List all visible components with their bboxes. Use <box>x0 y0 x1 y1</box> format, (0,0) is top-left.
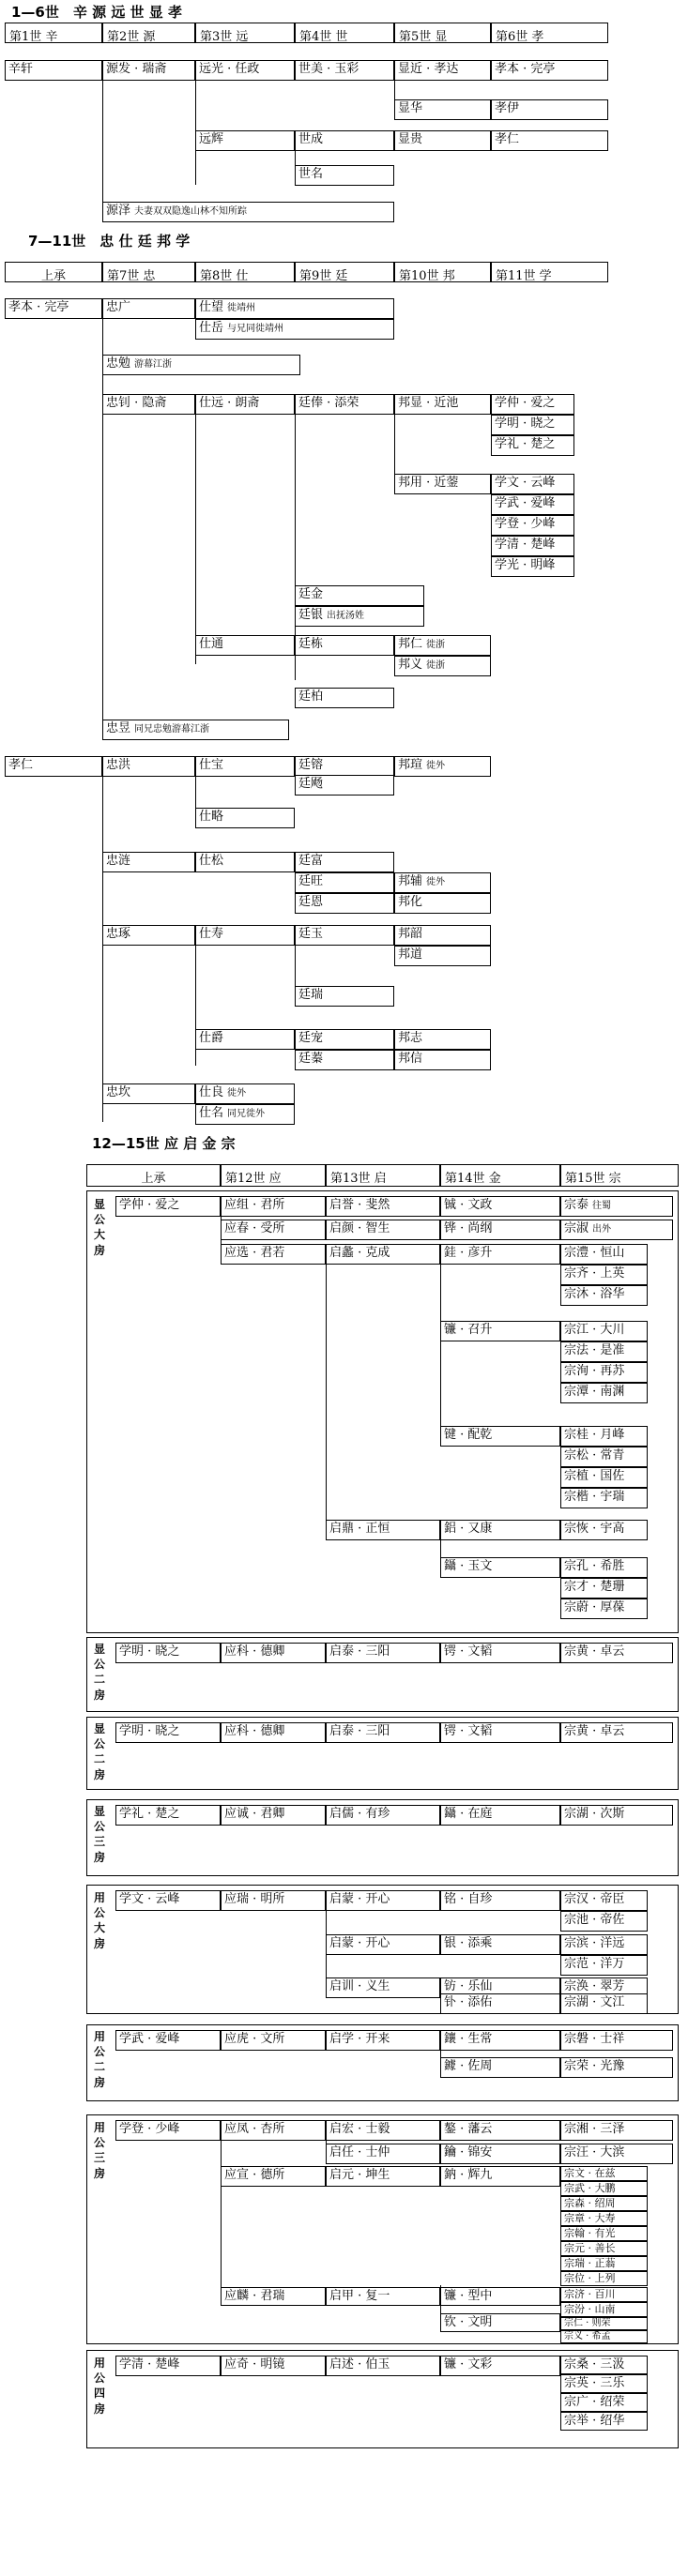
gen-node: 学礼 · 楚之 <box>491 435 574 456</box>
gen-node: 应组 · 君所 <box>221 1196 326 1217</box>
gen-node: 宗汪 · 大滨 <box>560 2144 673 2164</box>
gen-node: 宗黄 · 卓云 <box>560 1722 673 1743</box>
gen-node: 学礼 · 楚之 <box>115 1805 221 1826</box>
gen-node: 宗植 · 国佐 <box>560 1467 648 1488</box>
gen-node: 钦 · 文明 <box>440 2313 560 2332</box>
gen-node: 宗济 · 百川 <box>560 2287 648 2302</box>
gen-node: 邦义 徙浙 <box>394 656 491 676</box>
gen-node: 铖 · 文政 <box>440 1196 560 1217</box>
gen-node: 邦显 · 近池 <box>394 394 491 415</box>
gen-node: 铭 · 自珍 <box>440 1890 560 1911</box>
gen-node: 宗森 · 绍周 <box>560 2196 648 2211</box>
gen-node: 鑷 · 在庭 <box>440 1805 560 1826</box>
gen-node: 忠涟 <box>102 852 195 872</box>
section-3-title: 12—15世 应 启 金 宗 <box>92 1135 236 1152</box>
gen-node: 启任 · 士仲 <box>326 2144 440 2164</box>
gen-node: 忠琢 <box>102 925 195 946</box>
gen-node: 忠勉 游幕江浙 <box>102 355 300 375</box>
gen-node: 廷栋 <box>295 635 394 656</box>
s2-header-2: 第7世 忠 <box>102 262 195 282</box>
gen-node: 启颜 · 智生 <box>326 1220 440 1240</box>
gen-node: 应选 · 君若 <box>221 1244 326 1265</box>
gen-node: 宗英 · 三乐 <box>560 2374 648 2393</box>
gen-node: 学明 · 晓之 <box>115 1643 221 1663</box>
s2-header-5: 第10世 邦 <box>394 262 491 282</box>
gen-node: 仕宝 <box>195 756 295 777</box>
gen-node: 学武 · 爱峰 <box>491 494 574 515</box>
gen-node: 学仲 · 爱之 <box>491 394 574 415</box>
gen-node: 仕远 · 朗斋 <box>195 394 295 415</box>
gen-node: 宗翰 · 有光 <box>560 2226 648 2241</box>
gen-node: 忠坎 <box>102 1083 195 1104</box>
gen-node: 源泽 夫妻双双隐逸山林不知所踪 <box>102 202 394 222</box>
section-1-title: 1—6世 辛 源 远 世 显 孝 <box>11 4 182 21</box>
gen-node: 宗涣 · 翠芳 <box>560 1977 648 1998</box>
gen-node: 孝本 · 完亭 <box>491 60 608 81</box>
gen-node: 学武 · 爱峰 <box>115 2030 221 2051</box>
gen-node: 宗潭 · 南渊 <box>560 1383 648 1403</box>
fang-label: 显公二房 <box>93 1643 105 1702</box>
gen-node: 应虎 · 文所 <box>221 2030 326 2051</box>
gen-node: 远光 · 任政 <box>195 60 295 81</box>
s1-header-1: 第1世 辛 <box>5 23 102 43</box>
gen-node: 宗瑞 · 正蓊 <box>560 2256 648 2271</box>
gen-node: 宗孔 · 希胜 <box>560 1557 648 1578</box>
gen-node: 宗位 · 上列 <box>560 2271 648 2286</box>
gen-node: 宗磐 · 士祥 <box>560 2030 673 2051</box>
gen-node: 仕松 <box>195 852 295 872</box>
gen-node: 学文 · 云峰 <box>491 474 574 494</box>
gen-node: 廷恩 <box>295 893 394 914</box>
gen-node: 锷 · 文韬 <box>440 1643 560 1663</box>
gen-node: 应诚 · 君卿 <box>221 1805 326 1826</box>
gen-node: 钫 · 乐仙 <box>440 1977 560 1998</box>
gen-node: 启鼎 · 正恒 <box>326 1520 440 1540</box>
gen-node: 显近 · 孝达 <box>394 60 491 81</box>
gen-node: 启泰 · 三阳 <box>326 1643 440 1663</box>
gen-node: 宗洵 · 再苏 <box>560 1362 648 1383</box>
gen-node: 显贵 <box>394 130 491 151</box>
gen-node: 宗齐 · 上英 <box>560 1265 648 1285</box>
gen-node: 启元 · 坤生 <box>326 2166 440 2187</box>
gen-node: 源发 · 瑞斋 <box>102 60 195 81</box>
gen-node: 廷银 出抚汤姓 <box>295 606 424 627</box>
gen-node: 鑲 · 生常 <box>440 2030 560 2051</box>
s2-header-3: 第8世 仕 <box>195 262 295 282</box>
gen-node: 廷蓁 <box>295 1050 394 1070</box>
gen-node: 宗桑 · 三汲 <box>560 2356 648 2374</box>
gen-node: 宗法 · 是准 <box>560 1341 648 1362</box>
gen-node: 学明 · 晓之 <box>115 1722 221 1743</box>
gen-node: 宗范 · 洋万 <box>560 1955 648 1976</box>
gen-node: 启儒 · 有珍 <box>326 1805 440 1826</box>
gen-node: 宗澧 · 恒山 <box>560 1244 648 1265</box>
gen-node: 廷金 <box>295 585 424 606</box>
gen-node: 宗元 · 善长 <box>560 2241 648 2256</box>
gen-node: 铧 · 尚纲 <box>440 1220 560 1240</box>
gen-node: 学清 · 楚峰 <box>491 536 574 556</box>
gen-node: 邦韶 <box>394 925 491 946</box>
gen-node: 启训 · 义生 <box>326 1977 440 1998</box>
gen-node: 镰 · 文彩 <box>440 2356 560 2376</box>
gen-node: 邦道 <box>394 946 491 966</box>
gen-node: 镰 · 型中 <box>440 2287 560 2306</box>
gen-node: 应麟 · 君瑞 <box>221 2287 326 2306</box>
gen-node: 宗桂 · 月峰 <box>560 1426 648 1447</box>
gen-node: 锷 · 文韬 <box>440 1722 560 1743</box>
s1-header-3: 第3世 远 <box>195 23 295 43</box>
s3-header-5: 第15世 宗 <box>560 1164 679 1187</box>
gen-node: 孝仁 <box>5 756 102 777</box>
s1-header-6: 第6世 孝 <box>491 23 608 43</box>
gen-node: 忠钊 · 隐斋 <box>102 394 195 415</box>
s2-header-6: 第11世 学 <box>491 262 608 282</box>
fang-label: 用公二房 <box>93 2030 105 2089</box>
gen-node: 应奇 · 明镜 <box>221 2356 326 2376</box>
gen-node: 学登 · 少峰 <box>115 2120 221 2141</box>
gen-node: 应春 · 受所 <box>221 1220 326 1240</box>
gen-node: 启甲 · 复一 <box>326 2287 440 2306</box>
gen-node: 宗汉 · 帝臣 <box>560 1890 648 1911</box>
gen-node: 启述 · 伯玉 <box>326 2356 440 2376</box>
gen-node: 鈉 · 辉九 <box>440 2166 560 2187</box>
gen-node: 宗文 · 在兹 <box>560 2166 648 2181</box>
gen-node: 学明 · 晓之 <box>491 415 574 435</box>
gen-node: 学光 · 明峰 <box>491 556 574 577</box>
gen-node: 仕名 同兄徙外 <box>195 1104 295 1125</box>
gen-node: 廷镕 <box>295 756 394 777</box>
gen-node: 应宣 · 德所 <box>221 2166 326 2187</box>
s3-header-1: 上承 <box>86 1164 221 1187</box>
gen-node: 宗广 · 绍荣 <box>560 2393 648 2412</box>
gen-node: 仕良 徙外 <box>195 1083 295 1104</box>
gen-node: 邦用 · 近蓥 <box>394 474 491 494</box>
gen-node: 宗沐 · 浴华 <box>560 1285 648 1306</box>
gen-node: 廷瑞 <box>295 986 394 1007</box>
gen-node: 宗黄 · 卓云 <box>560 1643 673 1663</box>
gen-node: 启蒙 · 开心 <box>326 1890 440 1911</box>
gen-node: 宗义 · 希孟 <box>560 2330 648 2343</box>
gen-node: 启誉 · 斐然 <box>326 1196 440 1217</box>
gen-node: 邦仁 徙浙 <box>394 635 491 656</box>
gen-node: 应瑞 · 明所 <box>221 1890 326 1911</box>
s2-header-4: 第9世 廷 <box>295 262 394 282</box>
gen-node: 启蒙 · 开心 <box>326 1934 440 1955</box>
section-2-title: 7—11世 忠 仕 廷 邦 学 <box>28 233 191 250</box>
gen-node: 银 · 添乘 <box>440 1934 560 1955</box>
gen-node: 启蠡 · 克成 <box>326 1244 440 1265</box>
fang-label: 显公大房 <box>93 1198 105 1257</box>
gen-node: 学登 · 少峰 <box>491 515 574 536</box>
gen-node: 鏊 · 藩云 <box>440 2120 560 2141</box>
gen-node: 鐻 · 佐周 <box>440 2057 560 2078</box>
gen-node: 学仲 · 爱之 <box>115 1196 221 1217</box>
gen-node: 廷富 <box>295 852 394 872</box>
gen-node: 宗汾 · 山南 <box>560 2302 648 2317</box>
fang-label: 显公三房 <box>93 1805 105 1864</box>
gen-node: 宗仁 · 则荣 <box>560 2317 648 2330</box>
gen-node: 启学 · 开来 <box>326 2030 440 2051</box>
gen-node: 宗滨 · 洋远 <box>560 1934 648 1955</box>
fang-label: 用公三房 <box>93 2121 105 2180</box>
gen-node: 应科 · 德卿 <box>221 1722 326 1743</box>
gen-node: 启泰 · 三阳 <box>326 1722 440 1743</box>
gen-node: 宗湖 · 文江 <box>560 1993 648 2014</box>
gen-node: 键 · 配乾 <box>440 1426 560 1447</box>
gen-node: 应凤 · 杏所 <box>221 2120 326 2141</box>
gen-node: 宗江 · 大川 <box>560 1321 648 1341</box>
gen-node: 邦化 <box>394 893 491 914</box>
gen-node: 镰 · 召升 <box>440 1321 560 1341</box>
gen-node: 宗蔚 · 厚葆 <box>560 1599 648 1619</box>
gen-node: 宗松 · 常青 <box>560 1447 648 1467</box>
gen-node: 宗湘 · 三泽 <box>560 2120 673 2141</box>
gen-node: 世成 <box>295 130 394 151</box>
gen-node: 宗荣 · 光豫 <box>560 2057 673 2078</box>
gen-node: 忠洪 <box>102 756 195 777</box>
gen-node: 宗楷 · 宇瑞 <box>560 1488 648 1508</box>
gen-node: 宗淑 出外 <box>560 1220 673 1240</box>
s1-header-4: 第4世 世 <box>295 23 394 43</box>
gen-node: 孝仁 <box>491 130 608 151</box>
gen-node: 宗泰 往蜀 <box>560 1196 673 1217</box>
gen-node: 忠广 <box>102 298 195 319</box>
gen-node: 应科 · 德卿 <box>221 1643 326 1663</box>
gen-node: 远辉 <box>195 130 295 151</box>
s3-header-4: 第14世 金 <box>440 1164 560 1187</box>
gen-node: 邦瑄 徙外 <box>394 756 491 777</box>
gen-node: 显华 <box>394 99 491 120</box>
s3-header-2: 第12世 应 <box>221 1164 326 1187</box>
fang-label: 用公大房 <box>93 1891 105 1950</box>
s1-header-5: 第5世 显 <box>394 23 491 43</box>
gen-node: 廷宠 <box>295 1029 394 1050</box>
gen-node: 宗池 · 帝佐 <box>560 1911 648 1932</box>
gen-node: 辛轩 <box>5 60 102 81</box>
gen-node: 宗恢 · 宇高 <box>560 1520 648 1540</box>
fang-label: 用公四房 <box>93 2356 105 2416</box>
gen-node: 仕爵 <box>195 1029 295 1050</box>
gen-node: 邦辅 徙外 <box>394 872 491 893</box>
gen-node: 孝本 · 完亭 <box>5 298 102 319</box>
gen-node: 宗举 · 绍华 <box>560 2412 648 2431</box>
gen-node: 忠昱 同兄忠勉游幕江浙 <box>102 720 289 740</box>
gen-node: 启宏 · 士毅 <box>326 2120 440 2141</box>
gen-node: 宗章 · 大寿 <box>560 2211 648 2226</box>
gen-node: 世名 <box>295 165 394 186</box>
gen-node: 孝伊 <box>491 99 608 120</box>
s3-header-3: 第13世 启 <box>326 1164 440 1187</box>
s2-header-1: 上承 <box>5 262 102 282</box>
gen-node: 宗武 · 大鹏 <box>560 2181 648 2196</box>
gen-node: 鑷 · 玉文 <box>440 1557 560 1578</box>
gen-node: 廷玉 <box>295 925 394 946</box>
gen-node: 学文 · 云峰 <box>115 1890 221 1911</box>
gen-node: 世美 · 玉彩 <box>295 60 394 81</box>
gen-node: 邦信 <box>394 1050 491 1070</box>
gen-node: 廷飏 <box>295 775 394 796</box>
gen-node: 仕寿 <box>195 925 295 946</box>
fang-label: 显公二房 <box>93 1722 105 1781</box>
gen-node: 仕略 <box>195 808 295 828</box>
gen-node: 鋁 · 又康 <box>440 1520 560 1540</box>
gen-node: 宗湖 · 次斯 <box>560 1805 673 1826</box>
gen-node: 邦志 <box>394 1029 491 1050</box>
gen-node: 学清 · 楚峰 <box>115 2356 221 2376</box>
gen-node: 鑰 · 锦安 <box>440 2144 560 2164</box>
gen-node: 廷俸 · 添荣 <box>295 394 394 415</box>
s1-header-2: 第2世 源 <box>102 23 195 43</box>
gen-node: 仕通 <box>195 635 295 656</box>
gen-node: 廷旺 <box>295 872 394 893</box>
gen-node: 廷柏 <box>295 688 394 708</box>
gen-node: 宗才 · 楚珊 <box>560 1578 648 1599</box>
gen-node: 仕望 徙靖州 <box>195 298 394 319</box>
gen-node: 銈 · 彦升 <box>440 1244 560 1265</box>
gen-node: 仕岳 与兄同徙靖州 <box>195 319 394 340</box>
gen-node: 钋 · 添佑 <box>440 1993 560 2014</box>
